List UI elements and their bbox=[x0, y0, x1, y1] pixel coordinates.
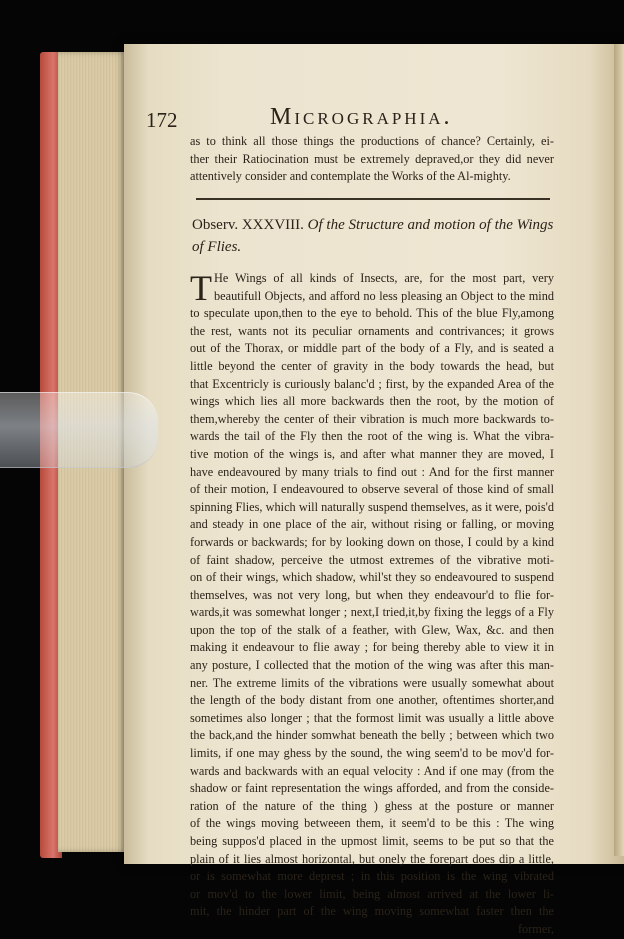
text-line: of their motion, I endeavoured to observe several of those kind of small bbox=[190, 482, 554, 497]
text-line: beautifull Objects, and afford no less pleasing an Object to the mind bbox=[214, 288, 554, 303]
text-line: He Wings of all kinds of Insects, are, for the most part, very bbox=[214, 271, 554, 285]
observation-title: Of the Structure and motion of the Wings bbox=[307, 217, 554, 233]
text-line: forwards or backwards; for by looking down on those, I could by a kind bbox=[190, 534, 554, 549]
page-clip bbox=[0, 392, 158, 468]
text-line: ration of the nature of the thing ) ghess at the posture or manner bbox=[190, 798, 554, 813]
text-line: wards,it was somewhat longer ; next,I tried,it,by fixing the leggs of a Fly bbox=[190, 605, 554, 620]
text-line: wards and backwards with an equal velocity : And if one may (from the bbox=[190, 763, 554, 778]
observation-label: Observ. XXXVIII. bbox=[192, 217, 304, 233]
observation-title-cont: of Flies. bbox=[192, 239, 242, 255]
text-line: being suppos'd placed in the upmost limit, seems to be put so that the bbox=[190, 834, 554, 848]
text-line: any posture, I collected that the motion of the wing was after this man- bbox=[190, 658, 554, 673]
intro-paragraph bbox=[190, 133, 554, 186]
text-line: attentively consider and contemplate the Works of the Al-mighty. bbox=[190, 169, 511, 184]
text-line: upon the top of the stalk of a feather, with Glew, Wax, &c. and then bbox=[190, 622, 554, 637]
text-line: the back,and the hinder somwhat beneath the belly ; between which two bbox=[190, 728, 554, 743]
text-line: on of their wings, which shadow, whil'st they so endeavoured to suspend bbox=[190, 570, 554, 585]
text-line: little beyond the center of gravity in the body towards the head, but bbox=[190, 358, 554, 373]
text-line: of the wings moving betweeen them, it seem'd to be this : The wing bbox=[190, 816, 554, 831]
running-title: Micrographia. bbox=[270, 104, 453, 130]
text-line: spinning Flies, which will naturally suspend themselves, as it were, pois'd bbox=[190, 499, 554, 514]
text-line: plain of it lies almost horizontal, but onely the forepart does dip a little, bbox=[190, 851, 554, 866]
text-line: and steady in one place of the air, without rising or falling, or moving bbox=[190, 517, 554, 532]
catchword: former, bbox=[517, 921, 554, 936]
body-paragraph bbox=[190, 270, 554, 939]
text-line: or is somewhat more deprest ; in this position is the wing vibrated bbox=[190, 869, 554, 884]
observation-heading bbox=[192, 214, 554, 258]
text-line: tive motion of the wings is, and after what manner they are moved, I bbox=[190, 446, 554, 461]
text-line: the length of the body distant from one another, oftentimes shorter,and bbox=[190, 693, 554, 708]
text-line: them,whereby the center of their vibration is much more backwards to- bbox=[190, 411, 554, 426]
text-line: shadow or faint representation the wings afforded, and from the conside- bbox=[190, 781, 554, 796]
text-line: sometimes also longer ; that the formost limit was usually a little above bbox=[190, 710, 554, 725]
text-line: themselves, was not very long, but when they endeavour'd to flie for- bbox=[190, 587, 554, 602]
text-line: limits, if one may ghess by the sound, the wing seem'd to be mov'd for- bbox=[190, 746, 554, 761]
text-line: of faint shadow, perceive the utmost extremes of the vibrative moti- bbox=[190, 552, 554, 567]
text-line: making it endeavour to flie away ; for being thereby able to view it in bbox=[190, 640, 554, 655]
text-line: that Excentricly is curiously balanc'd ; first, by the expanded Area of the bbox=[190, 376, 554, 391]
drop-cap: T bbox=[190, 268, 212, 308]
body-lines bbox=[190, 270, 554, 921]
section-rule bbox=[196, 198, 550, 200]
text-line: to speculate upon,then to the eye to behold. This of the blue Fly,among bbox=[190, 306, 554, 321]
text-line: the rest, wants not its peculiar ornaments and contrivances; it grows bbox=[190, 323, 554, 338]
text-line: as to think all those things the productions of chance? Certainly, ei- bbox=[190, 134, 554, 148]
text-line: ther their Ratiocination must be extremely depraved,or they did never bbox=[190, 151, 554, 166]
text-line: wings which lies all more backwards then the root, by the motion of bbox=[190, 394, 554, 409]
page-header bbox=[146, 104, 566, 134]
text-line: out of the Thorax, or middle part of the body of a Fly, and is seated a bbox=[190, 341, 554, 356]
facing-page-edge bbox=[614, 44, 624, 856]
page-number: 172 bbox=[146, 108, 178, 132]
text-line: ner. The extreme limits of the vibrations were usually somewhat about bbox=[190, 675, 554, 690]
text-line: or mov'd to the lower limit, being almost arrived at the lower li- bbox=[190, 886, 554, 901]
text-line: have endeavoured by many trials to find out : And for the first manner bbox=[190, 464, 554, 479]
text-line: wards the tail of the Fly then the root of the wing is. What the vibra- bbox=[190, 429, 554, 444]
text-line: mit, the hinder part of the wing moving somewhat faster then the bbox=[190, 904, 554, 919]
